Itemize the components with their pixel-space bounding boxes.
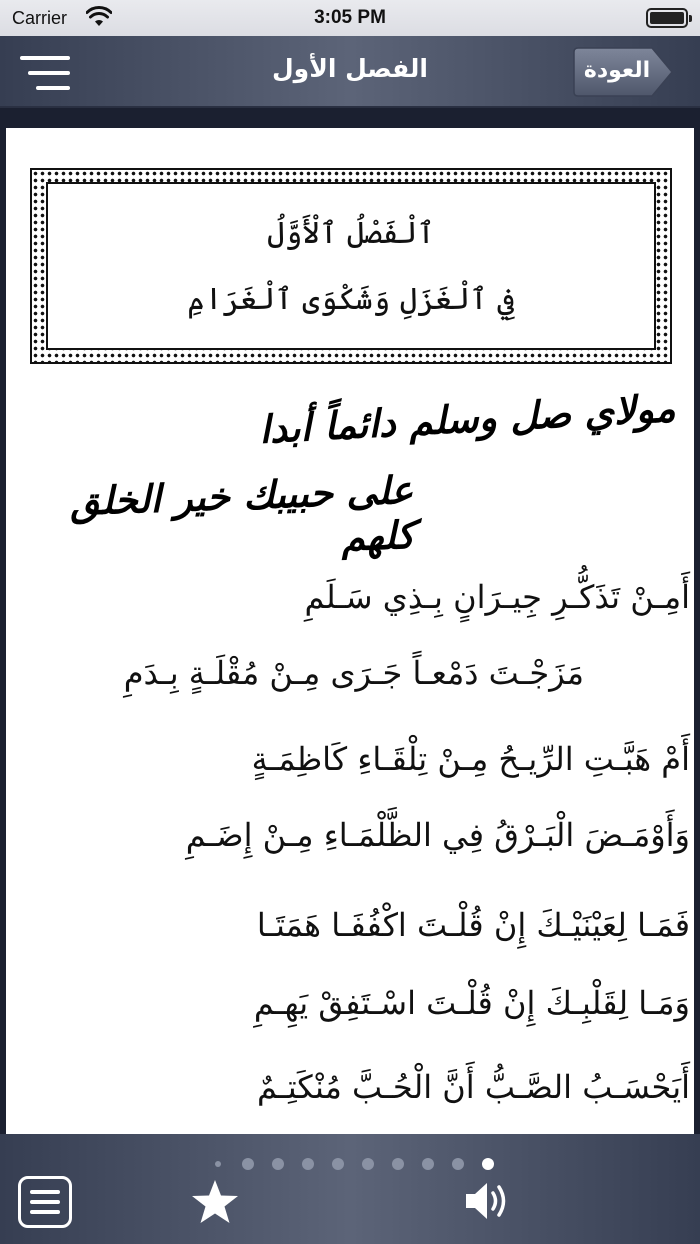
status-bar <box>0 0 700 36</box>
carrier-label: Carrier <box>12 8 68 28</box>
poem-page <box>6 128 694 1134</box>
page-dot[interactable] <box>272 1158 284 1170</box>
verse-line: وَمَـا لِقَلْبِـكَ إِنْ قُلْـتَ اسْـتَفِقْ يَهِـمِ <box>253 984 690 1022</box>
page-dot[interactable] <box>215 1161 221 1167</box>
verse-line: فَمَـا لِعَيْنَيْـكَ إِنْ قُلْـتَ اكْفُفَـا هَمَتَـا <box>256 906 690 944</box>
navigation-bar <box>0 36 700 108</box>
calligraphy-line-2: على حبيبك خير الخلق كلهم <box>69 466 416 560</box>
page-dot[interactable] <box>482 1158 494 1170</box>
bottom-toolbar <box>0 1134 700 1244</box>
page-dot[interactable] <box>242 1158 254 1170</box>
verse-line: أَيَحْسَـبُ الصَّـبُّ أَنَّ الْحُـبَّ مُنْكَتِـمٌ <box>257 1068 690 1106</box>
page-indicator[interactable] <box>0 1158 700 1174</box>
page-title: الفصل الأول <box>271 54 429 83</box>
calligraphy-line-1: مولاي صل وسلم دائماً أبدا <box>258 385 677 452</box>
chapter-header <box>46 182 656 350</box>
battery-icon <box>646 8 688 28</box>
chapter-title: ٱلْفَصْلُ ٱلْأَوَّلُ <box>267 216 435 251</box>
hamburger-menu-icon[interactable] <box>20 54 70 92</box>
chapter-header-frame <box>30 168 672 364</box>
page-dot[interactable] <box>302 1158 314 1170</box>
verse-line: مَزَجْـتَ دَمْعـاً جَـرَى مِـنْ مُقْلَـةٍ بِـدَمِ <box>123 654 584 692</box>
clock: 3:05 PM <box>314 7 386 28</box>
page-dot[interactable] <box>332 1158 344 1170</box>
verse-line: أَمِـنْ تَذَكُّـرِ جِيـرَانٍ بِـذِي سَـلَمِ <box>304 578 690 616</box>
back-button[interactable] <box>572 46 674 98</box>
verse-line: وَأَوْمَـضَ الْبَـرْقُ فِي الظَّلْمَـاءِ مِـنْ إِضَـمِ <box>185 816 690 854</box>
page-dot[interactable] <box>422 1158 434 1170</box>
page-dot[interactable] <box>452 1158 464 1170</box>
star-icon[interactable] <box>190 1178 240 1226</box>
verse-line: أَمْ هَبَّـتِ الرِّيـحُ مِـنْ تِلْقَـاءِ كَاظِمَـةٍ <box>251 740 690 778</box>
page-dot[interactable] <box>362 1158 374 1170</box>
speaker-icon[interactable] <box>462 1178 512 1224</box>
chapter-subtitle: فِي ٱلْغَزَلِ وَشَكْوَى ٱلْغَرَامِ <box>187 282 515 317</box>
list-icon[interactable] <box>18 1176 72 1228</box>
page-dot[interactable] <box>392 1158 404 1170</box>
back-button-label: العودة <box>583 58 651 83</box>
